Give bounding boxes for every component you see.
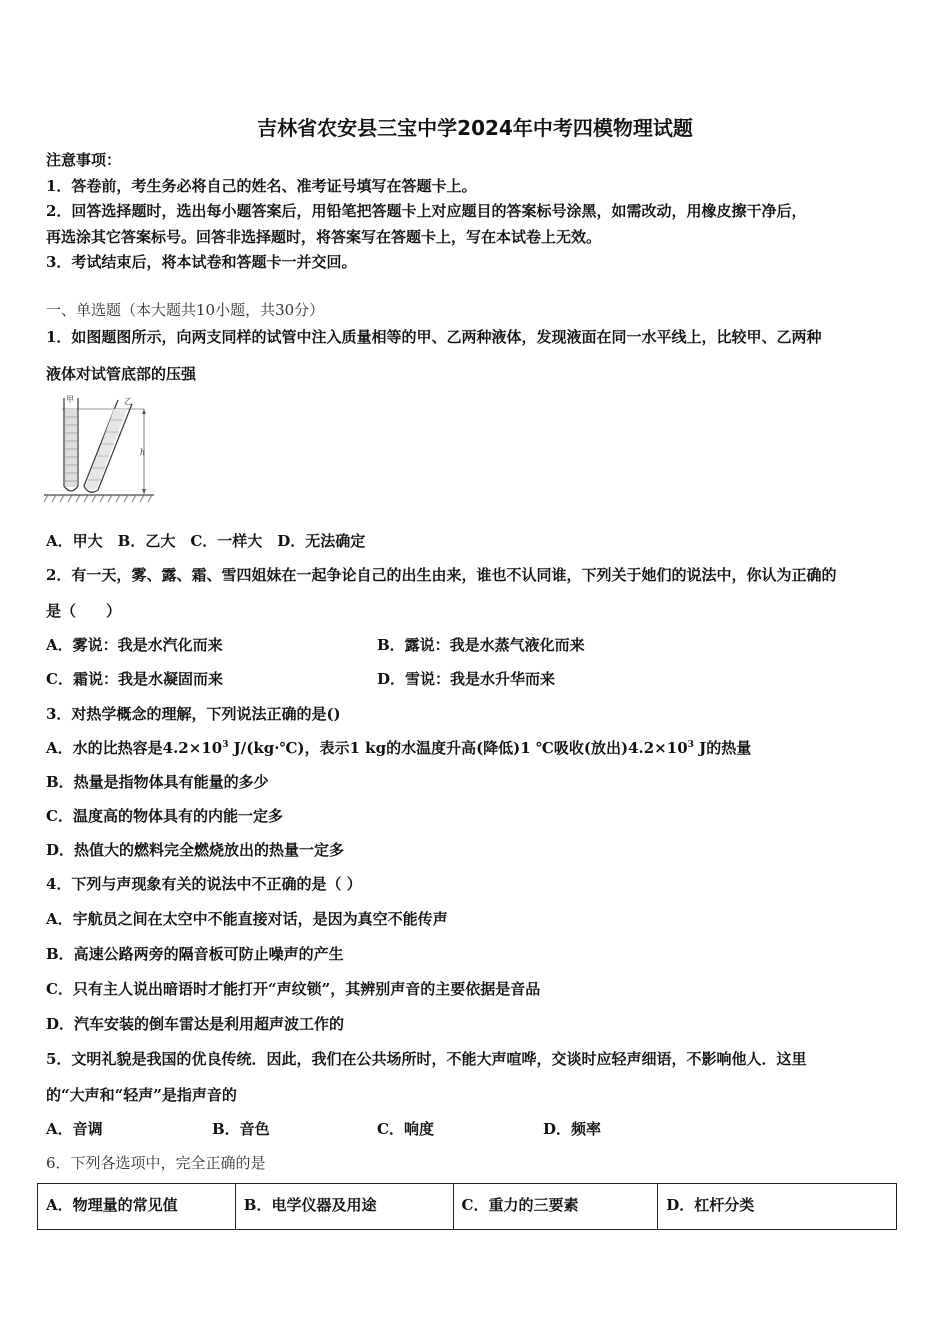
question-5-option-b: B．音色	[212, 1120, 270, 1138]
question-2-stem: 2．有一天，雾、露、霜、雪四姐妹在一起争论自己的出生由来，谁也不认同谁，下列关于她们的说法中，你认为正确的	[46, 566, 837, 584]
question-2-option-a: A．雾说：我是水汽化而来	[46, 636, 223, 654]
table-header-c: C．重力的三要素	[453, 1184, 658, 1230]
question-4-option-a: A．宇航员之间在太空中不能直接对话，是因为真空不能传声	[46, 910, 448, 928]
question-5-stem-cont: 的“大声和“轻声”是指声音的	[46, 1086, 237, 1104]
question-3-option-b: B．热量是指物体具有能量的多少	[46, 773, 269, 791]
page-title: 吉林省农安县三宝中学2024年中考四模物理试题	[257, 116, 693, 140]
table-header-d: D．杠杆分类	[658, 1184, 897, 1230]
q3a-mid: J/(kg·℃)，表示1 kg的水温度升高(降低)1 ℃吸收(放出)4.2×10	[228, 739, 688, 757]
question-3-option-a	[46, 738, 751, 758]
table-header-a: A．物理量的常见值	[38, 1184, 236, 1230]
question-1-stem: 1．如图题图所示，向两支同样的试管中注入质量相等的甲、乙两种液体，发现液面在同一水平线上，比较甲、乙两种	[46, 328, 822, 346]
q3a-pre: A．水的比热容是4.2×10	[46, 739, 223, 757]
question-5-option-d: D．频率	[543, 1120, 602, 1138]
question-4-stem: 4．下列与声现象有关的说法中不正确的是（ ）	[46, 875, 362, 893]
q3a-sup1: 3	[222, 740, 229, 750]
question-1-stem-cont: 液体对试管底部的压强	[46, 365, 197, 383]
question-5-option-c: C．响度	[377, 1120, 434, 1138]
table-row	[38, 1184, 897, 1230]
test-tube-figure	[44, 392, 156, 504]
question-3-option-c: C．温度高的物体具有的内能一定多	[46, 807, 283, 825]
question-3-stem: 3．对热学概念的理解，下列说法正确的是()	[46, 705, 341, 723]
notice-item: 1．答卷前，考生务必将自己的姓名、准考证号填写在答题卡上。	[46, 177, 477, 195]
question-4-option-d: D．汽车安装的倒车雷达是利用超声波工作的	[46, 1015, 345, 1033]
q3a-sup2: 3	[687, 740, 694, 750]
notice-item: 3．考试结束后，将本试卷和答题卡一并交回。	[46, 253, 357, 271]
label-h: h	[140, 448, 146, 457]
section-heading: 一、单选题（本大题共10小题，共30分）	[46, 301, 325, 319]
question-4-option-c: C．只有主人说出暗语时才能打开“声纹锁”，其辨别声音的主要依据是音品	[46, 980, 541, 998]
q3a-post: J的热量	[693, 739, 752, 757]
question-2-option-d: D．雪说：我是水升华而来	[377, 670, 556, 688]
label-jia: 甲	[66, 395, 74, 404]
question-3-option-d: D．热值大的燃料完全燃烧放出的热量一定多	[46, 841, 345, 859]
question-5-option-a: A．音调	[46, 1120, 103, 1138]
question-5-stem: 5．文明礼貌是我国的优良传统．因此，我们在公共场所时，不能大声喧哗，交谈时应轻声细语，不影响他人．这里	[46, 1050, 807, 1068]
notice-heading: 注意事项：	[46, 151, 122, 169]
question-2-option-b: B．露说：我是水蒸气液化而来	[377, 636, 585, 654]
notice-item: 2．回答选择题时，选出每小题答案后，用铅笔把答题卡上对应题目的答案标号涂黑，如需改动，用橡皮擦干净后，	[46, 202, 807, 220]
notice-item: 再选涂其它答案标号。回答非选择题时，将答案写在答题卡上，写在本试卷上无效。	[46, 228, 602, 246]
question-6-stem: 6．下列各选项中，完全正确的是	[46, 1154, 266, 1172]
question-2-option-c: C．霜说：我是水凝固而来	[46, 670, 223, 688]
label-yi: 乙	[124, 397, 132, 406]
question-4-option-b: B．高速公路两旁的隔音板可防止噪声的产生	[46, 945, 344, 963]
question-6-table	[37, 1183, 897, 1230]
question-2-stem-cont: 是（ ）	[46, 602, 122, 620]
question-1-options: A．甲大 B．乙大 C．一样大 D．无法确定	[46, 532, 366, 550]
table-header-b: B．电学仪器及用途	[235, 1184, 453, 1230]
